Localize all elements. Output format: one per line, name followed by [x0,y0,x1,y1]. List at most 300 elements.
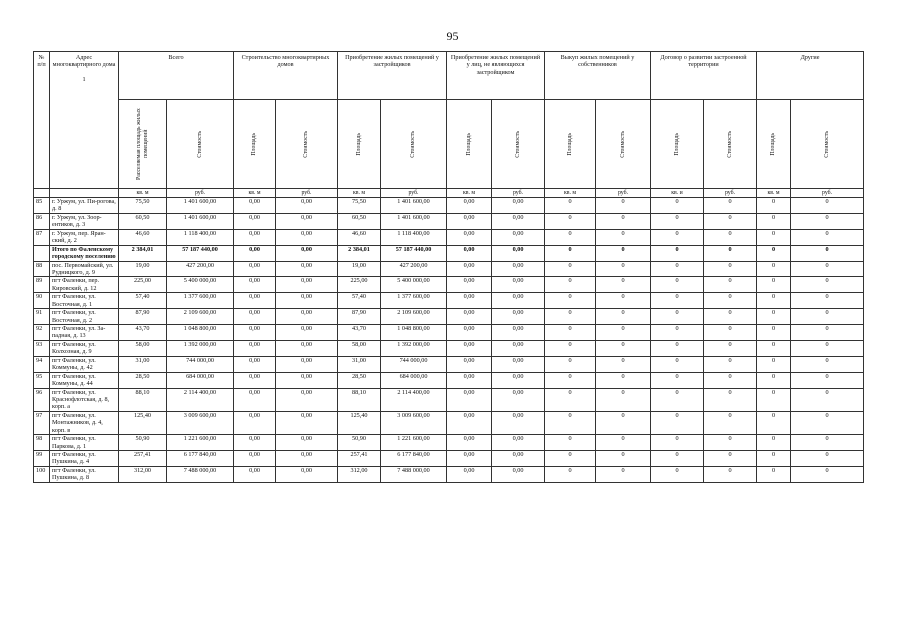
row-value: 0 [651,466,704,482]
row-number: 98 [34,435,50,451]
row-value: 0,00 [276,451,338,467]
row-value: 88,10 [338,388,381,411]
row-value: 2 114 400,00 [167,388,234,411]
row-value: 0 [545,340,596,356]
subheader-cell [791,100,864,189]
row-value: 0,00 [447,261,492,277]
row-value: 0,00 [234,213,276,229]
row-value: 0,00 [492,309,545,325]
subheader-label: Стоимость [726,130,733,158]
row-value: 0 [791,245,864,261]
row-value: 0 [757,245,791,261]
subheader-label: Стоимость [823,130,830,158]
row-value: 0,00 [492,213,545,229]
row-value: 50,90 [338,435,381,451]
row-value: 0,00 [447,356,492,372]
row-value: 0 [651,293,704,309]
row-value: 46,60 [338,229,381,245]
table-row [34,372,864,388]
row-value: 125,40 [119,411,167,434]
unit-label: руб. [276,189,338,198]
row-address: пгт Фаленки, ул. Восточная, д. 2 [50,309,119,325]
row-value: 43,70 [119,325,167,341]
row-address: пгт Фаленки, ул. Коммуны, д. 44 [50,372,119,388]
row-value: 225,00 [338,277,381,293]
header-group-from-developers: Приобретение жилых помещений у застройщиков [338,52,447,100]
row-number: 88 [34,261,50,277]
row-value: 1 048 800,00 [167,325,234,341]
row-number: 92 [34,325,50,341]
subheader-cell [338,100,381,189]
table-row [34,356,864,372]
unit-label: кв. м [234,189,276,198]
row-value: 0 [651,356,704,372]
row-value: 1 401 600,00 [167,198,234,214]
row-value: 0 [651,261,704,277]
row-value: 5 400 000,00 [381,277,447,293]
row-value: 1 118 400,00 [167,229,234,245]
row-value: 0 [757,451,791,467]
row-value: 19,00 [338,261,381,277]
row-value: 0 [704,261,757,277]
table-row [34,309,864,325]
row-value: 1 392 000,00 [167,340,234,356]
row-address: пгт Фаленки, ул. Пушкина, д. 4 [50,451,119,467]
row-value: 0,00 [234,293,276,309]
row-value: 0 [791,435,864,451]
row-value: 0 [757,198,791,214]
row-value: 0,00 [492,451,545,467]
subheader-cell [234,100,276,189]
row-address: г. Уржум, ул. Зоор-ентиков, д. 3 [50,213,119,229]
row-value: 0,00 [276,309,338,325]
row-number: 99 [34,451,50,467]
row-value: 0 [791,325,864,341]
row-value: 0,00 [492,325,545,341]
row-value: 0,00 [234,325,276,341]
row-address: пгт Фаленки, ул. Пушкина, д. 8 [50,466,119,482]
row-value: 0,00 [447,213,492,229]
header-group-buyout: Выкуп жилых помещений у собственников [545,52,651,100]
row-value: 0 [545,277,596,293]
row-value: 31,00 [119,356,167,372]
row-value: 0 [596,198,651,214]
row-value: 6 177 840,00 [167,451,234,467]
row-value: 0,00 [276,388,338,411]
row-value: 58,00 [119,340,167,356]
row-value: 46,60 [119,229,167,245]
header-group-total: Всего [119,52,234,100]
row-value: 0,00 [492,198,545,214]
row-value: 0 [757,213,791,229]
row-value: 0 [596,213,651,229]
row-value: 0 [651,435,704,451]
row-value: 744 000,00 [381,356,447,372]
row-value: 2 109 600,00 [381,309,447,325]
subheader-label: Расселяемая площадь жилых помещений [135,108,149,180]
row-value: 0 [704,411,757,434]
unit-label: кв. м [447,189,492,198]
row-value: 0,00 [234,356,276,372]
row-value: 0 [596,388,651,411]
row-value: 0 [651,411,704,434]
row-value: 0 [704,466,757,482]
table-row [34,435,864,451]
row-value: 427 200,00 [381,261,447,277]
row-value: 0 [757,309,791,325]
subheader-label: Площадь [465,132,472,156]
row-value: 0 [791,213,864,229]
subheader-cell [596,100,651,189]
row-address: пос. Первомайский, ул. Рудницкого, д. 9 [50,261,119,277]
subheader-cell [757,100,791,189]
row-number [34,245,50,261]
row-value: 0 [704,277,757,293]
table-row [34,325,864,341]
row-number: 85 [34,198,50,214]
row-value: 7 488 000,00 [381,466,447,482]
row-number: 87 [34,229,50,245]
row-value: 0 [545,372,596,388]
row-value: 0 [704,229,757,245]
page-number: 95 [446,29,459,43]
row-value: 0 [596,309,651,325]
header-group-construction: Строительство многоквартирных домов [234,52,338,100]
row-value: 225,00 [119,277,167,293]
header-group-from-non-developers: Приобретение жилых помещений у лиц, не являющихся застройщиком [447,52,545,100]
total-row [34,245,864,261]
row-value: 0 [757,277,791,293]
row-value: 0 [651,213,704,229]
row-value: 0,00 [234,388,276,411]
unit-label: кв. и [651,189,704,198]
row-value: 0 [791,388,864,411]
row-value: 0 [596,340,651,356]
unit-blank [50,189,119,198]
header-row-groups [34,52,864,100]
table-row [34,198,864,214]
row-value: 312,00 [338,466,381,482]
row-value: 58,00 [338,340,381,356]
row-value: 0 [757,356,791,372]
row-value: 0,00 [447,198,492,214]
row-value: 0 [545,325,596,341]
header-address: Адрес многоквартирного дома 1 [50,52,119,189]
row-number: 95 [34,372,50,388]
row-value: 1 221 600,00 [167,435,234,451]
row-value: 0 [545,213,596,229]
row-value: 31,00 [338,356,381,372]
table-row [34,340,864,356]
unit-label: кв. м [545,189,596,198]
row-value: 3 009 600,00 [167,411,234,434]
row-value: 684 000,00 [167,372,234,388]
row-value: 0 [596,435,651,451]
row-value: 0 [651,229,704,245]
subheader-label: Площадь [251,132,258,156]
row-value: 427 200,00 [167,261,234,277]
row-value: 0 [651,340,704,356]
row-value: 0,00 [447,340,492,356]
unit-label: руб. [492,189,545,198]
row-value: 0 [651,245,704,261]
row-value: 0 [651,372,704,388]
row-address: пгт Фаленки, ул. Краснофлотская, д. 8, корп. а [50,388,119,411]
row-value: 0 [545,356,596,372]
row-value: 744 000,00 [167,356,234,372]
subheader-label: Стоимость [619,130,626,158]
row-value: 0 [704,309,757,325]
row-number: 91 [34,309,50,325]
unit-label: руб. [791,189,864,198]
row-value: 88,10 [119,388,167,411]
row-value: 0 [704,213,757,229]
row-value: 0,00 [276,198,338,214]
row-value: 0,00 [492,411,545,434]
row-value: 0 [704,340,757,356]
row-value: 0 [757,466,791,482]
row-value: 0 [757,411,791,434]
row-value: 0 [651,198,704,214]
row-value: 0,00 [234,309,276,325]
row-number: 94 [34,356,50,372]
row-value: 0,00 [492,340,545,356]
row-value: 0 [651,277,704,293]
row-number: 90 [34,293,50,309]
row-address: пгт Фаленки, ул. Восточная, д. 1 [50,293,119,309]
unit-label: кв. м [757,189,791,198]
row-value: 0 [704,372,757,388]
row-value: 0,00 [492,435,545,451]
row-value: 0 [596,325,651,341]
row-value: 0 [704,451,757,467]
row-value: 1 221 600,00 [381,435,447,451]
row-address: пгт Фаленки, ул. Коммуны, д. 42 [50,356,119,372]
unit-label: кв. м [338,189,381,198]
row-value: 0 [651,325,704,341]
row-value: 0 [596,229,651,245]
row-value: 1 377 600,00 [381,293,447,309]
row-address: г. Уржум, пер. Яран-ский, д. 2 [50,229,119,245]
row-value: 0,00 [276,277,338,293]
subheader-cell [704,100,757,189]
row-value: 0,00 [234,277,276,293]
row-value: 0,00 [234,229,276,245]
row-number: 93 [34,340,50,356]
row-value: 1 377 600,00 [167,293,234,309]
row-value: 0,00 [234,435,276,451]
row-value: 0 [596,466,651,482]
row-address: пгт Фаленки, ул. Монтажников, д. 4, корп. в [50,411,119,434]
row-value: 0,00 [276,411,338,434]
row-value: 0 [791,261,864,277]
row-address: пгт Фаленки, ул. Паркова, д. 1 [50,435,119,451]
unit-label: руб. [596,189,651,198]
row-value: 0,00 [447,451,492,467]
row-value: 0,00 [447,277,492,293]
row-value: 0,00 [492,229,545,245]
row-value: 0 [545,229,596,245]
row-value: 0 [791,229,864,245]
row-value: 0,00 [447,388,492,411]
row-number: 97 [34,411,50,434]
row-value: 19,00 [119,261,167,277]
row-value: 57,40 [119,293,167,309]
row-value: 0,00 [492,356,545,372]
unit-blank [34,189,50,198]
row-value: 0 [545,388,596,411]
row-number: 96 [34,388,50,411]
subheader-cell [545,100,596,189]
subheader-cell [447,100,492,189]
table-row [34,451,864,467]
subheader-cell [651,100,704,189]
row-value: 0 [791,277,864,293]
row-number: 86 [34,213,50,229]
row-value: 60,50 [338,213,381,229]
row-value: 60,50 [119,213,167,229]
row-value: 1 401 600,00 [167,213,234,229]
row-value: 0 [791,198,864,214]
row-value: 0 [704,325,757,341]
row-value: 0,00 [234,340,276,356]
row-value: 0 [757,325,791,341]
unit-label: кв. м [119,189,167,198]
row-value: 0,00 [447,435,492,451]
row-value: 0 [791,466,864,482]
row-number: 89 [34,277,50,293]
row-value: 0 [791,309,864,325]
row-value: 0,00 [234,198,276,214]
row-value: 28,50 [338,372,381,388]
row-value: 0,00 [234,451,276,467]
table-row [34,293,864,309]
row-value: 1 392 000,00 [381,340,447,356]
row-value: 0,00 [447,372,492,388]
row-value: 0,00 [276,293,338,309]
row-value: 0 [596,451,651,467]
unit-label: руб. [381,189,447,198]
row-value: 125,40 [338,411,381,434]
header-group-other: Другие [757,52,864,100]
row-value: 0,00 [234,261,276,277]
row-value: 87,90 [338,309,381,325]
row-address: пгт Фаленки, пер. Кировский, д. 12 [50,277,119,293]
row-value: 2 384,01 [119,245,167,261]
row-value: 0,00 [234,466,276,482]
row-address: Итого по Фаленскому городскому поселению [50,245,119,261]
row-value: 0,00 [234,372,276,388]
subheader-label: Площадь [566,132,573,156]
row-value: 0,00 [276,435,338,451]
row-value: 0,00 [447,309,492,325]
subheader-label: Площадь [673,132,680,156]
row-value: 0 [596,277,651,293]
row-value: 0,00 [276,213,338,229]
row-value: 0 [757,435,791,451]
row-value: 0,00 [492,372,545,388]
row-value: 0 [757,261,791,277]
row-value: 0 [596,372,651,388]
row-value: 0,00 [276,340,338,356]
row-value: 0 [757,229,791,245]
row-value: 0,00 [276,325,338,341]
table-row [34,261,864,277]
row-value: 0 [704,293,757,309]
row-value: 0 [596,245,651,261]
row-value: 684 000,00 [381,372,447,388]
row-value: 312,00 [119,466,167,482]
row-value: 0,00 [276,245,338,261]
row-value: 0,00 [492,293,545,309]
unit-label: руб. [704,189,757,198]
row-value: 0,00 [492,277,545,293]
row-value: 0,00 [276,466,338,482]
row-value: 0,00 [447,229,492,245]
row-value: 0 [596,293,651,309]
row-value: 6 177 840,00 [381,451,447,467]
subheader-label: Площадь [355,132,362,156]
row-value: 0 [596,411,651,434]
row-value: 75,50 [338,198,381,214]
row-value: 75,50 [119,198,167,214]
row-value: 0 [545,435,596,451]
table-row [34,411,864,434]
row-value: 0 [545,466,596,482]
row-value: 0 [545,309,596,325]
row-value: 0 [791,411,864,434]
row-value: 0 [757,388,791,411]
row-value: 50,90 [119,435,167,451]
row-value: 0 [651,451,704,467]
row-value: 0 [757,293,791,309]
row-value: 0,00 [276,372,338,388]
header-row-units [34,189,864,198]
row-value: 1 118 400,00 [381,229,447,245]
row-value: 0 [545,411,596,434]
row-value: 0 [545,198,596,214]
row-value: 0 [704,435,757,451]
row-value: 0 [791,293,864,309]
row-value: 0,00 [447,325,492,341]
row-value: 0 [651,388,704,411]
row-value: 2 114 400,00 [381,388,447,411]
table-row [34,229,864,245]
row-value: 257,41 [338,451,381,467]
subheader-label: Стоимость [303,130,310,158]
row-value: 2 384,01 [338,245,381,261]
row-value: 0,00 [447,466,492,482]
row-value: 0 [596,261,651,277]
row-value: 0,00 [492,245,545,261]
row-value: 0 [757,372,791,388]
row-value: 0,00 [234,245,276,261]
row-value: 0 [651,309,704,325]
subheader-label: Площадь [770,132,777,156]
row-value: 2 109 600,00 [167,309,234,325]
row-value: 0 [791,356,864,372]
row-value: 0 [545,245,596,261]
row-value: 87,90 [119,309,167,325]
row-value: 0,00 [447,293,492,309]
row-value: 1 401 600,00 [381,198,447,214]
subheader-cell [276,100,338,189]
row-value: 0,00 [234,411,276,434]
row-value: 0 [791,340,864,356]
unit-label: руб. [167,189,234,198]
table-row [34,388,864,411]
row-value: 0 [704,198,757,214]
